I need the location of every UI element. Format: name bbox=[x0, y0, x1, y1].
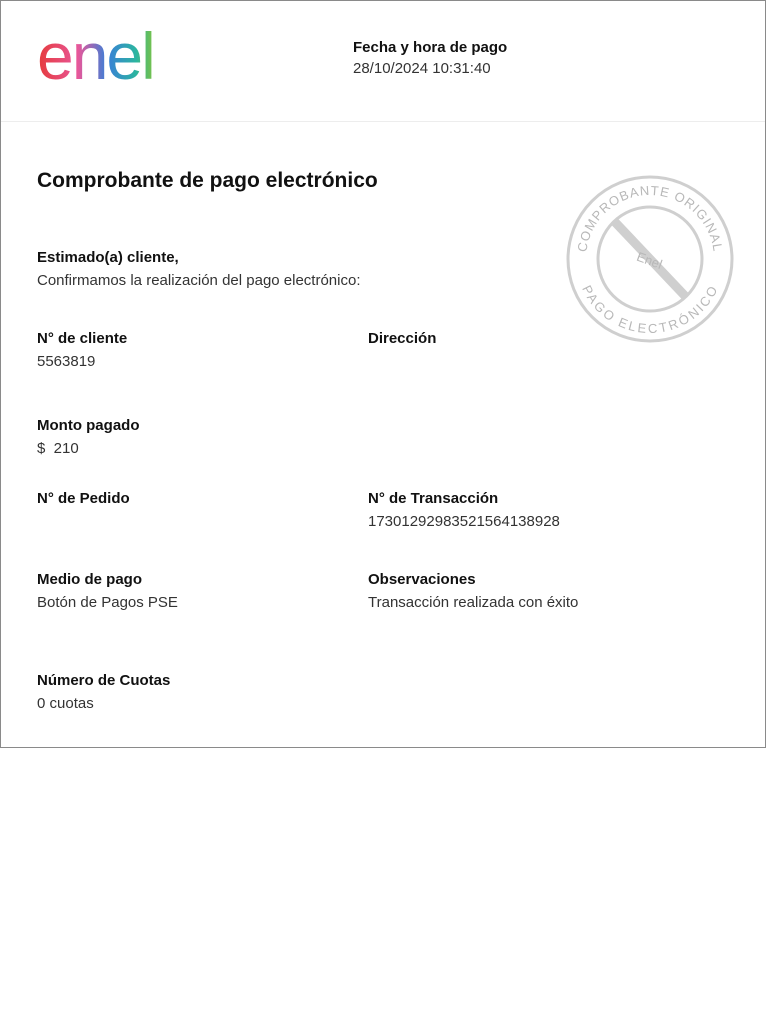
payment-datetime bbox=[353, 39, 507, 77]
stamp-top-text: COMPROBANTE ORIGINAL bbox=[574, 182, 726, 253]
installments-value: 0 cuotas bbox=[37, 695, 94, 712]
order-number-label: N° de Pedido bbox=[37, 490, 130, 507]
address-field bbox=[368, 330, 436, 353]
client-number-value: 5563819 bbox=[37, 353, 96, 370]
payment-datetime-label: Fecha y hora de pago bbox=[353, 39, 508, 56]
address-label: Dirección bbox=[368, 330, 437, 347]
observations-field bbox=[368, 571, 578, 611]
logo-text: enel bbox=[37, 29, 154, 91]
amount-paid-label: Monto pagado bbox=[37, 417, 140, 434]
client-number-label: N° de cliente bbox=[37, 330, 128, 347]
amount-paid-field bbox=[37, 417, 139, 457]
stamp-bottom-text: PAGO ELECTRÓNICO bbox=[579, 282, 721, 337]
installments-label: Número de Cuotas bbox=[37, 672, 171, 689]
greeting-salutation: Estimado(a) cliente, bbox=[37, 249, 179, 266]
transaction-number-value: 17301292983521564138928 bbox=[368, 513, 560, 530]
payment-method-label: Medio de pago bbox=[37, 571, 142, 588]
amount-paid-value: $ 210 bbox=[37, 440, 79, 457]
receipt-header bbox=[1, 1, 765, 122]
payment-datetime-value: 28/10/2024 10:31:40 bbox=[353, 60, 491, 77]
original-receipt-stamp bbox=[564, 173, 736, 345]
page-title: Comprobante de pago electrónico bbox=[37, 169, 378, 192]
observations-label: Observaciones bbox=[368, 571, 476, 588]
greeting-message: Confirmamos la realización del pago electrónico: bbox=[37, 272, 361, 289]
installments-field bbox=[37, 672, 170, 712]
transaction-number-field bbox=[368, 490, 560, 530]
client-number-field bbox=[37, 330, 127, 370]
greeting bbox=[37, 249, 361, 289]
observations-value: Transacción realizada con éxito bbox=[368, 594, 579, 611]
stamp-center-text: Enel bbox=[634, 248, 665, 272]
order-number-field bbox=[37, 490, 130, 513]
payment-method-field bbox=[37, 571, 178, 611]
svg-text:PAGO ELECTRÓNICO bbox=[579, 283, 721, 336]
svg-text:COMPROBANTE ORIGINAL bbox=[574, 183, 725, 253]
enel-logo bbox=[37, 29, 207, 91]
transaction-number-label: N° de Transacción bbox=[368, 490, 499, 507]
payment-method-value: Botón de Pagos PSE bbox=[37, 594, 178, 611]
